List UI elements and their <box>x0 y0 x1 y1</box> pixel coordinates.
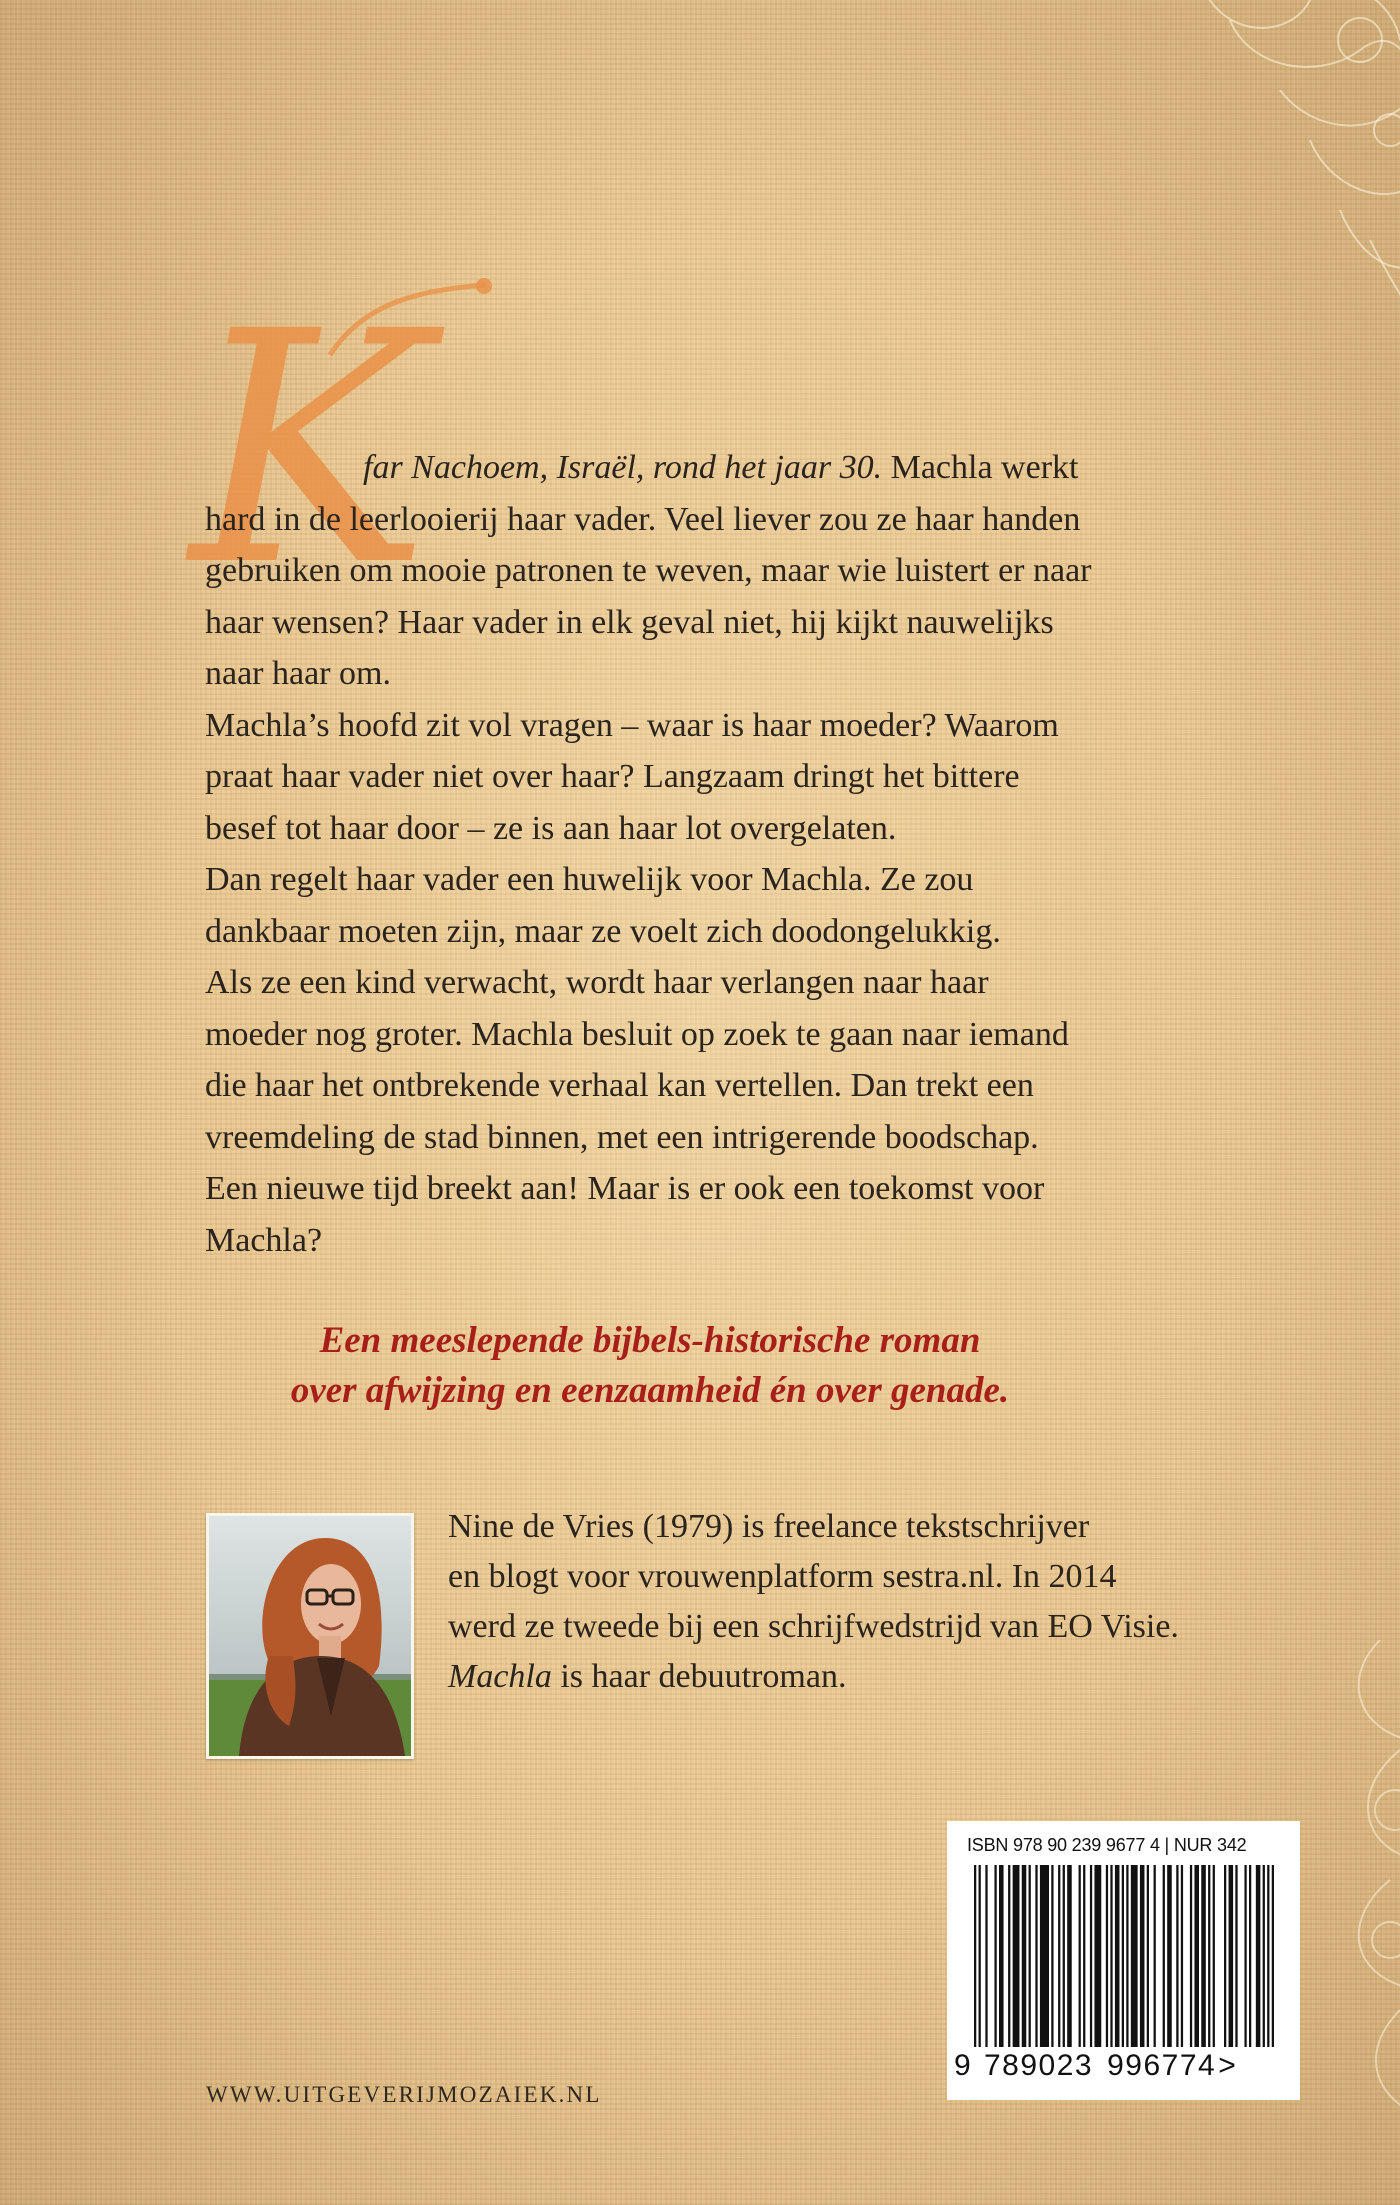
barcode-bar <box>1013 1865 1020 2047</box>
barcode-bar <box>1040 1865 1049 2047</box>
blurb-opening-rest: Machla werkt <box>882 449 1079 486</box>
barcode-bar <box>1176 1865 1178 2047</box>
barcode-digits-right: 996774 <box>1107 2049 1217 2082</box>
barcode-bar <box>1083 1865 1085 2047</box>
tagline-line1: Een meeslepende bijbels-historische roman <box>319 1320 981 1361</box>
barcode-bar <box>1029 1865 1031 2047</box>
author-bio-line: Nine de Vries (1979) is freelance tekstschrijver <box>448 1508 1090 1545</box>
barcode-bar <box>1235 1865 1237 2047</box>
author-bio <box>448 1502 1348 1702</box>
blurb-line: gebruiken om mooie patronen te weven, maar wie luistert er naar <box>205 552 1092 589</box>
barcode-bar <box>1147 1865 1149 2047</box>
barcode-digit-first: 9 <box>954 2049 971 2082</box>
author-bio-line: werd ze tweede bij een schrijfwedstrijd van EO Visie. <box>448 1608 1179 1645</box>
isbn-label: ISBN 978 90 239 9677 4 | NUR 342 <box>967 1835 1247 1855</box>
author-bio-line <box>448 1652 1348 1702</box>
author-bio-line: en blogt voor vrouwenplatform sestra.nl. In 2014 <box>448 1558 1117 1595</box>
barcode-bar <box>1224 1865 1226 2047</box>
barcode-bar <box>1194 1865 1199 2047</box>
blurb-line: Machla? <box>205 1221 323 1259</box>
barcode-bar <box>1090 1865 1092 2047</box>
barcode-bar <box>1201 1865 1206 2047</box>
tagline <box>150 1316 1150 1416</box>
barcode-bar <box>1131 1865 1138 2047</box>
blurb-line: hard in de leerlooierij haar vader. Veel liever zou ze haar handen <box>205 500 1081 538</box>
blurb-line: Dan regelt haar vader een huwelijk voor Machla. Ze zou <box>205 861 974 898</box>
lace-ornament-top <box>1160 0 1400 340</box>
blurb-line: haar wensen? Haar vader in elk geval niet, hij kijkt nauwelijks <box>205 603 1054 641</box>
barcode-bar <box>1249 1865 1251 2047</box>
blurb-line: moeder nog groter. Machla besluit op zoek te gaan naar iemand <box>205 1015 1069 1053</box>
barcode-digits-left: 789023 <box>984 2049 1094 2082</box>
barcode-bar <box>974 1865 976 2047</box>
barcode-bar <box>1229 1865 1234 2047</box>
barcode-bar <box>1051 1865 1053 2047</box>
barcode-bar <box>1263 1865 1265 2047</box>
barcode-bar <box>1256 1865 1261 2047</box>
barcode-bar <box>1115 1865 1120 2047</box>
barcode-bar <box>1110 1865 1112 2047</box>
blurb-line: naar haar om. <box>205 655 391 692</box>
barcode-bar <box>1106 1865 1108 2047</box>
barcode-bar <box>1140 1865 1145 2047</box>
blurb-line <box>205 442 1205 494</box>
dropcap-letter: K <box>190 264 430 590</box>
barcode-box <box>947 1821 1300 2100</box>
barcode-bar <box>1181 1865 1183 2047</box>
barcode-bar <box>1035 1865 1037 2047</box>
blurb-line: vreemdeling de stad binnen, met een intrigerende boodschap. <box>205 1118 1039 1156</box>
barcode-bar <box>1167 1865 1172 2047</box>
barcode-bars <box>974 1865 1274 2047</box>
barcode-bar <box>1022 1865 1027 2047</box>
blurb-opening-phrase: far Nachoem, Israël, rond het jaar 30. <box>363 449 883 486</box>
blurb-text <box>205 442 1205 1266</box>
barcode-bar <box>985 1865 987 2047</box>
barcode-bar <box>1063 1865 1065 2047</box>
publisher-website: WWW.UITGEVERIJMOZAIEK.NL <box>206 2082 602 2107</box>
blurb-line: besef tot haar door – ze is aan haar lot overgelaten. <box>205 809 897 847</box>
barcode-bar <box>1244 1865 1246 2047</box>
author-portrait-image <box>209 1516 411 1756</box>
blurb-line: Machla’s hoofd zit vol vragen – waar is haar moeder? Waarom <box>205 706 1059 744</box>
barcode-bar <box>979 1865 981 2047</box>
blurb-line: praat haar vader niet over haar? Langzaam dringt het bittere <box>205 758 1020 795</box>
barcode-bar <box>1094 1865 1101 2047</box>
barcode-digits <box>954 2049 1294 2083</box>
barcode-bar <box>1213 1865 1215 2047</box>
barcode-bar <box>1008 1865 1010 2047</box>
barcode-bar <box>1208 1865 1210 2047</box>
barcode-arrow: > <box>1218 2049 1236 2082</box>
barcode-bar <box>1058 1865 1060 2047</box>
barcode-bar <box>1163 1865 1165 2047</box>
barcode-bar <box>1126 1865 1128 2047</box>
barcode-bar <box>1272 1865 1274 2047</box>
barcode-bar <box>1190 1865 1192 2047</box>
barcode-bar <box>1067 1865 1072 2047</box>
barcode-bar <box>994 1865 996 2047</box>
blurb-line: Een nieuwe tijd breekt aan! Maar is er ook een toekomst voor <box>205 1170 1045 1207</box>
barcode-bar <box>999 1865 1004 2047</box>
barcode-bar <box>1122 1865 1124 2047</box>
blurb-line: die haar het ontbrekende verhaal kan vertellen. Dan trekt een <box>205 1067 1034 1104</box>
author-photo <box>206 1513 414 1759</box>
barcode-bar <box>1267 1865 1269 2047</box>
book-title-italic: Machla <box>448 1658 552 1695</box>
tagline-line2: over afwijzing en eenzaamheid én over genade. <box>290 1370 1010 1411</box>
barcode-bar <box>1154 1865 1156 2047</box>
blurb-line: dankbaar moeten zijn, maar ze voelt zich doodongelukkig. <box>205 912 1001 950</box>
blurb-line: Als ze een kind verwacht, wordt haar verlangen naar haar <box>205 964 989 1001</box>
author-bio-rest: is haar debuutroman. <box>551 1658 847 1695</box>
barcode-bar <box>1079 1865 1081 2047</box>
